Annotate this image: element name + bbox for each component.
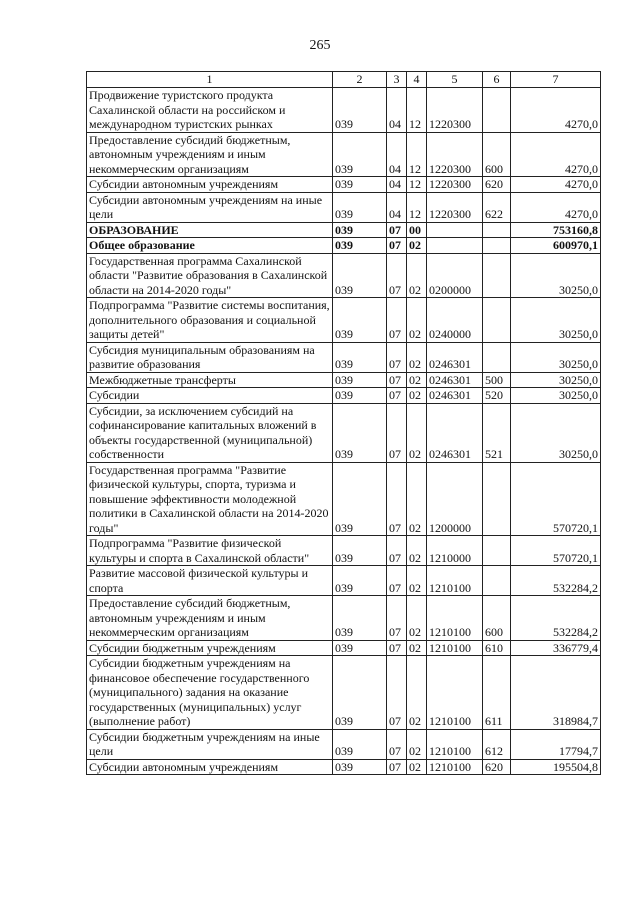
row-department-cell: 039	[333, 238, 387, 254]
row-expense-type-cell	[483, 238, 511, 254]
row-name-cell: Субсидии автономным учреждениям	[87, 759, 333, 775]
row-subsection-cell: 02	[407, 640, 427, 656]
row-expense-type-cell: 611	[483, 656, 511, 730]
row-expense-type-cell: 612	[483, 729, 511, 759]
row-target-article-cell: 0200000	[427, 253, 483, 298]
row-section-cell: 07	[387, 759, 407, 775]
row-section-cell: 07	[387, 403, 407, 462]
row-section-cell: 07	[387, 238, 407, 254]
row-department-cell: 039	[333, 566, 387, 596]
row-amount-cell: 4270,0	[511, 192, 601, 222]
row-amount-cell: 17794,7	[511, 729, 601, 759]
row-amount-cell: 4270,0	[511, 88, 601, 133]
row-department-cell: 039	[333, 88, 387, 133]
row-department-cell: 039	[333, 372, 387, 388]
table-row	[87, 462, 601, 536]
row-subsection-cell: 02	[407, 253, 427, 298]
row-name-cell: Государственная программа Сахалинской области "Развитие образования в Сахалинской области на 2014-2020 годы"	[87, 253, 333, 298]
row-department-cell: 039	[333, 462, 387, 536]
row-department-cell: 039	[333, 222, 387, 238]
row-section-cell: 07	[387, 566, 407, 596]
column-header-name: 1	[87, 72, 333, 88]
column-header-section: 3	[387, 72, 407, 88]
row-target-article-cell: 0246301	[427, 342, 483, 372]
table-row	[87, 656, 601, 730]
table-row	[87, 596, 601, 641]
row-section-cell: 07	[387, 388, 407, 404]
table-row	[87, 222, 601, 238]
row-amount-cell: 532284,2	[511, 596, 601, 641]
row-subsection-cell: 02	[407, 759, 427, 775]
row-amount-cell: 318984,7	[511, 656, 601, 730]
column-header-subsection: 4	[407, 72, 427, 88]
row-expense-type-cell	[483, 536, 511, 566]
table-row	[87, 403, 601, 462]
row-department-cell: 039	[333, 298, 387, 343]
row-name-cell: ОБРАЗОВАНИЕ	[87, 222, 333, 238]
row-subsection-cell: 02	[407, 536, 427, 566]
table-row	[87, 536, 601, 566]
row-department-cell: 039	[333, 656, 387, 730]
table-row	[87, 177, 601, 193]
row-section-cell: 04	[387, 192, 407, 222]
row-section-cell: 04	[387, 88, 407, 133]
row-subsection-cell: 12	[407, 177, 427, 193]
row-department-cell: 039	[333, 729, 387, 759]
row-expense-type-cell: 600	[483, 596, 511, 641]
table-row	[87, 372, 601, 388]
row-section-cell: 07	[387, 596, 407, 641]
row-department-cell: 039	[333, 342, 387, 372]
row-amount-cell: 532284,2	[511, 566, 601, 596]
row-subsection-cell: 12	[407, 132, 427, 177]
row-subsection-cell: 02	[407, 372, 427, 388]
row-target-article-cell: 1200000	[427, 462, 483, 536]
row-section-cell: 04	[387, 177, 407, 193]
table-row	[87, 88, 601, 133]
row-name-cell: Общее образование	[87, 238, 333, 254]
row-section-cell: 04	[387, 132, 407, 177]
row-amount-cell: 195504,8	[511, 759, 601, 775]
table-row	[87, 253, 601, 298]
row-subsection-cell: 02	[407, 298, 427, 343]
row-amount-cell: 570720,1	[511, 462, 601, 536]
row-section-cell: 07	[387, 342, 407, 372]
column-header-target-article: 5	[427, 72, 483, 88]
row-target-article-cell: 1220300	[427, 88, 483, 133]
row-name-cell: Субсидии автономным учреждениям	[87, 177, 333, 193]
row-section-cell: 07	[387, 298, 407, 343]
row-subsection-cell: 02	[407, 729, 427, 759]
row-target-article-cell: 1220300	[427, 177, 483, 193]
row-subsection-cell: 02	[407, 238, 427, 254]
row-amount-cell: 30250,0	[511, 403, 601, 462]
page-number: 265	[309, 38, 331, 53]
row-subsection-cell: 12	[407, 192, 427, 222]
table-row	[87, 640, 601, 656]
row-amount-cell: 30250,0	[511, 342, 601, 372]
row-department-cell: 039	[333, 192, 387, 222]
row-amount-cell: 30250,0	[511, 298, 601, 343]
row-section-cell: 07	[387, 253, 407, 298]
row-department-cell: 039	[333, 177, 387, 193]
table-header-row	[87, 72, 601, 88]
row-target-article-cell	[427, 222, 483, 238]
row-subsection-cell: 00	[407, 222, 427, 238]
column-header-expense-type: 6	[483, 72, 511, 88]
row-department-cell: 039	[333, 132, 387, 177]
row-target-article-cell	[427, 238, 483, 254]
row-target-article-cell: 1220300	[427, 192, 483, 222]
row-name-cell: Предоставление субсидий бюджетным, автономным учреждениям и иным некоммерческим организациям	[87, 132, 333, 177]
row-expense-type-cell: 500	[483, 372, 511, 388]
row-expense-type-cell	[483, 298, 511, 343]
row-name-cell: Подпрограмма "Развитие системы воспитания, дополнительного образования и социальной защиты детей"	[87, 298, 333, 343]
row-name-cell: Субсидии автономным учреждениям на иные цели	[87, 192, 333, 222]
row-department-cell: 039	[333, 388, 387, 404]
row-expense-type-cell: 600	[483, 132, 511, 177]
row-section-cell: 07	[387, 640, 407, 656]
row-target-article-cell: 0240000	[427, 298, 483, 343]
row-name-cell: Государственная программа "Развитие физической культуры, спорта, туризма и повышение эффективности молодежной политики в Сахалинской области на 2014-2020 годы"	[87, 462, 333, 536]
row-expense-type-cell	[483, 566, 511, 596]
budget-table	[86, 71, 601, 775]
row-subsection-cell: 02	[407, 656, 427, 730]
row-section-cell: 07	[387, 729, 407, 759]
table-row	[87, 298, 601, 343]
row-amount-cell: 753160,8	[511, 222, 601, 238]
row-section-cell: 07	[387, 222, 407, 238]
row-subsection-cell: 02	[407, 566, 427, 596]
row-expense-type-cell: 620	[483, 759, 511, 775]
row-target-article-cell: 1210100	[427, 596, 483, 641]
row-target-article-cell: 0246301	[427, 388, 483, 404]
row-name-cell: Субсидии	[87, 388, 333, 404]
table-body	[87, 88, 601, 775]
row-name-cell: Предоставление субсидий бюджетным, автономным учреждениям и иным некоммерческим организациям	[87, 596, 333, 641]
row-name-cell: Межбюджетные трансферты	[87, 372, 333, 388]
table-row	[87, 132, 601, 177]
table-row	[87, 192, 601, 222]
row-subsection-cell: 02	[407, 462, 427, 536]
row-section-cell: 07	[387, 372, 407, 388]
row-subsection-cell: 02	[407, 342, 427, 372]
table-row	[87, 342, 601, 372]
row-name-cell: Субсидии бюджетным учреждениям на иные цели	[87, 729, 333, 759]
row-amount-cell: 4270,0	[511, 132, 601, 177]
row-amount-cell: 336779,4	[511, 640, 601, 656]
row-expense-type-cell: 610	[483, 640, 511, 656]
row-name-cell: Субсидии бюджетным учреждениям на финансовое обеспечение государственного (муниципального) задания на оказание государственных (муниципальных) услуг (выполнение работ)	[87, 656, 333, 730]
row-target-article-cell: 1210100	[427, 729, 483, 759]
row-target-article-cell: 1220300	[427, 132, 483, 177]
row-department-cell: 039	[333, 536, 387, 566]
row-department-cell: 039	[333, 403, 387, 462]
row-expense-type-cell	[483, 342, 511, 372]
row-expense-type-cell: 520	[483, 388, 511, 404]
row-name-cell: Субсидии бюджетным учреждениям	[87, 640, 333, 656]
column-header-department: 2	[333, 72, 387, 88]
row-target-article-cell: 0246301	[427, 372, 483, 388]
row-expense-type-cell: 622	[483, 192, 511, 222]
table-row	[87, 729, 601, 759]
row-subsection-cell: 12	[407, 88, 427, 133]
row-department-cell: 039	[333, 640, 387, 656]
row-amount-cell: 30250,0	[511, 253, 601, 298]
row-name-cell: Субсидии, за исключением субсидий на софинансирование капитальных вложений в объекты государственной (муниципальной) собственности	[87, 403, 333, 462]
row-target-article-cell: 1210100	[427, 566, 483, 596]
table-row	[87, 388, 601, 404]
row-section-cell: 07	[387, 536, 407, 566]
row-target-article-cell: 1210100	[427, 656, 483, 730]
row-amount-cell: 570720,1	[511, 536, 601, 566]
row-target-article-cell: 0246301	[427, 403, 483, 462]
row-target-article-cell: 1210000	[427, 536, 483, 566]
row-target-article-cell: 1210100	[427, 640, 483, 656]
row-expense-type-cell	[483, 462, 511, 536]
row-subsection-cell: 02	[407, 403, 427, 462]
table-row	[87, 759, 601, 775]
row-expense-type-cell	[483, 88, 511, 133]
row-amount-cell: 30250,0	[511, 372, 601, 388]
row-target-article-cell: 1210100	[427, 759, 483, 775]
row-amount-cell: 600970,1	[511, 238, 601, 254]
row-subsection-cell: 02	[407, 596, 427, 641]
row-expense-type-cell	[483, 222, 511, 238]
row-amount-cell: 4270,0	[511, 177, 601, 193]
row-expense-type-cell: 521	[483, 403, 511, 462]
row-section-cell: 07	[387, 462, 407, 536]
row-department-cell: 039	[333, 759, 387, 775]
column-header-amount: 7	[511, 72, 601, 88]
table-row	[87, 566, 601, 596]
row-expense-type-cell: 620	[483, 177, 511, 193]
row-section-cell: 07	[387, 656, 407, 730]
row-name-cell: Субсидия муниципальным образованиям на развитие образования	[87, 342, 333, 372]
row-expense-type-cell	[483, 253, 511, 298]
row-amount-cell: 30250,0	[511, 388, 601, 404]
row-department-cell: 039	[333, 253, 387, 298]
row-name-cell: Развитие массовой физической культуры и спорта	[87, 566, 333, 596]
row-name-cell: Подпрограмма "Развитие физической культуры и спорта в Сахалинской области"	[87, 536, 333, 566]
table-row	[87, 238, 601, 254]
row-department-cell: 039	[333, 596, 387, 641]
row-name-cell: Продвижение туристского продукта Сахалинской области на российском и международном туристских рынках	[87, 88, 333, 133]
row-subsection-cell: 02	[407, 388, 427, 404]
